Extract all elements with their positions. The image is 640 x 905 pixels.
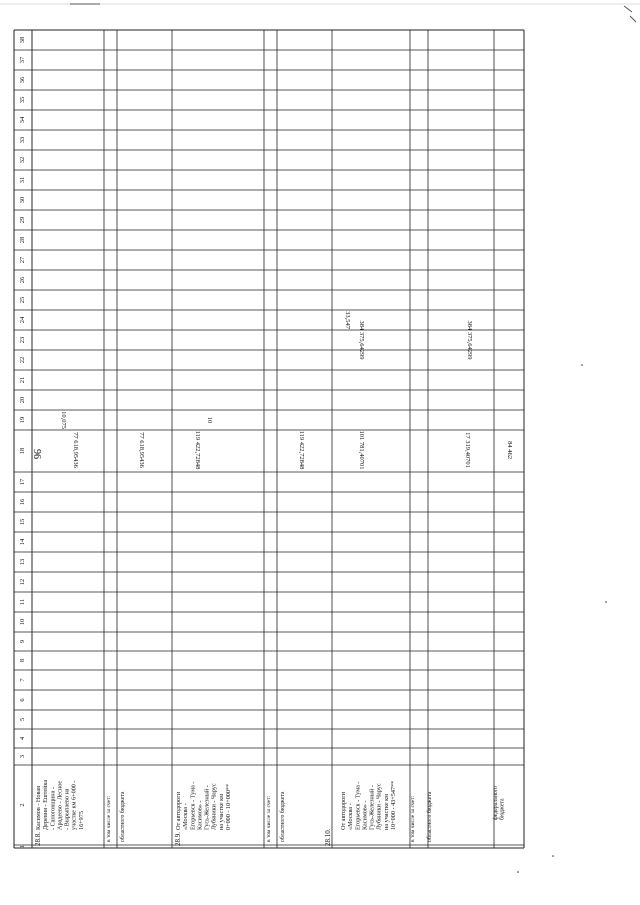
row-budget-label: областного бюджета <box>120 791 126 842</box>
column-number-header <box>19 37 26 848</box>
column-number: 20 <box>19 396 26 404</box>
column-number: 15 <box>19 518 26 526</box>
column-number: 13 <box>19 558 26 566</box>
cell-value: 77 618,95436 <box>72 432 79 468</box>
cell-value: 119 422,72848 <box>298 430 305 470</box>
column-number: 37 <box>19 56 26 64</box>
row-sub-label: в том числе за счет: <box>410 796 416 842</box>
row-sub-label: в том числе за счет: <box>106 796 112 842</box>
cell-value: 10,075 <box>60 411 67 429</box>
page-number: 96 <box>31 449 42 459</box>
column-number: 19 <box>19 416 26 424</box>
column-number: 5 <box>19 717 26 722</box>
cell-value: 119 422,72848 <box>194 430 201 470</box>
budget-table-grid <box>14 30 524 848</box>
column-number: 8 <box>19 658 26 663</box>
column-number: 6 <box>19 698 26 702</box>
cell-value: 10 <box>206 416 213 424</box>
cell-value: 33,547 <box>344 311 351 329</box>
column-number: 10 <box>19 618 26 626</box>
scan-edge-marks <box>0 4 640 22</box>
column-number: 2 <box>19 803 26 807</box>
column-number: 38 <box>19 36 26 44</box>
row-code: 28.8. <box>34 832 42 846</box>
column-number: 32 <box>19 156 26 164</box>
cell-value: 384 375,64299 <box>466 320 473 360</box>
column-number: 23 <box>19 336 26 344</box>
cell-value: 17 319,40701 <box>464 432 471 468</box>
row-name: От автодороги«Москва -Егорьевск - Тума -Касимов» -Гусь-Железный -Лубяники - Чарусна участке км0+000 - 10+000** <box>175 781 232 830</box>
row-code: 28.9. <box>174 832 182 846</box>
margin-marks <box>517 364 607 873</box>
cell-value: 384 375,64299 <box>358 320 365 360</box>
column-number: 22 <box>19 356 26 364</box>
column-number: 3 <box>19 754 26 759</box>
column-number: 17 <box>19 478 26 486</box>
column-number: 4 <box>19 736 26 741</box>
column-number: 16 <box>19 498 26 506</box>
row-budget-label: областного бюджета <box>427 791 433 842</box>
row-sub-label: в том числе за счет: <box>266 796 272 842</box>
cell-value: 101 781,40701 <box>358 430 365 470</box>
column-number: 14 <box>19 538 26 546</box>
column-number: 30 <box>19 196 26 204</box>
column-number: 27 <box>19 256 26 264</box>
column-number: 28 <box>19 236 26 244</box>
column-number: 9 <box>19 639 26 644</box>
column-number: 25 <box>19 296 26 304</box>
cell-value: 77 618,95436 <box>138 432 145 468</box>
row-budget-label: областного бюджета <box>280 791 286 842</box>
column-number: 24 <box>19 316 26 324</box>
cell-value: 84 462 <box>506 441 513 459</box>
table-cell-texts <box>34 311 513 846</box>
row-name: Касимов - НоваяДеревня - Ештейка- Сапоговщина -Арадеево - Лесное- Вырыпаево научастке км 6+000 -16+975 <box>35 779 85 830</box>
column-number: 11 <box>19 598 26 606</box>
column-number: 1 <box>19 844 26 849</box>
row-code: 28.10. <box>324 828 332 846</box>
column-number: 35 <box>19 96 26 104</box>
column-number: 21 <box>19 376 26 384</box>
row-name: От автодороги«Москва -Егорьевск - Тума -Касимов» -Гусь-Железный -Лубяники - Чарусна участке км10+000 - 43+547** <box>340 780 397 830</box>
column-number: 31 <box>19 176 26 184</box>
column-number: 36 <box>19 76 26 84</box>
column-number: 18 <box>19 447 26 455</box>
column-number: 7 <box>19 678 26 682</box>
column-number: 12 <box>19 578 26 586</box>
column-number: 26 <box>19 276 26 284</box>
column-number: 29 <box>19 216 26 224</box>
column-number: 33 <box>19 136 26 144</box>
column-number: 34 <box>19 116 26 124</box>
row-budget-label: федеральногобюджета <box>493 786 506 820</box>
